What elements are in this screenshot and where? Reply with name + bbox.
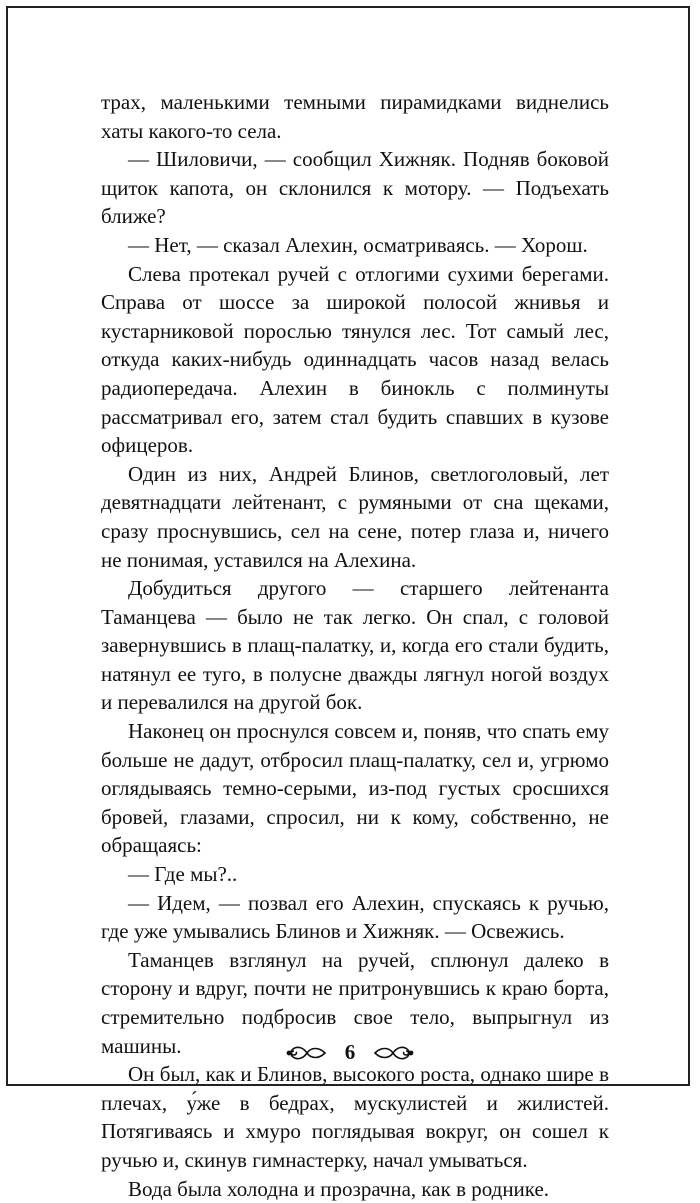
paragraph-12: Вода была холодна и прозрачна, как в роднике.	[128, 1176, 550, 1201]
paragraph-11: Он был, как и Блинов, высокого роста, однако шире в плечах, у́же в бедрах, мускулистей и жилистей. Потягиваясь и хмуро поглядывая вокруг, он сошел к ручью и, скинув гимнастерку, начал умываться.	[101, 1062, 609, 1172]
fleuron-ornament-icon	[371, 1043, 415, 1063]
page-footer	[0, 1040, 700, 1065]
paragraph-1: трах, маленькими темными пирамидками виднелись хаты какого-то села.	[101, 90, 609, 143]
paragraph-4: Слева протекал ручей с отлогими сухими берегами. Справа от шоссе за широкой полосой жнивья и кустарниковой порослью тянулся лес. Тот самый лес, откуда каких-нибудь одиннадцать часов назад велась радиопередача. Алехин в бинокль с полминуты рассматривал его, затем стал будить спавших в кузове офицеров.	[101, 261, 609, 458]
paragraph-6: Добудиться другого — старшего лейтенанта Таманцева — было не так легко. Он спал, с головой завернувшись в плащ-палатку, и, когда его стали будить, натянул ее туго, в полусне дважды лягнул ногой воздух и перевалился на другой бок.	[101, 576, 609, 715]
paragraph-3: — Нет, — сказал Алехин, осматриваясь. — Хорош.	[128, 232, 588, 257]
paragraph-10: Таманцев взглянул на ручей, сплюнул далеко в сторону и вдруг, почти не притронувшись к краю борта, стремительно подбросив свое тело, выпрыгнул из машины.	[101, 947, 609, 1058]
paragraph-5: Один из них, Андрей Блинов, светлоголовый, лет девятнадцати лейтенант, с румяными от сна щеками, сразу проснувшись, сел на сене, потер глаза и, ничего не понимая, уставился на Алехина.	[101, 461, 609, 572]
paragraph-2: — Шиловичи, — сообщил Хижняк. Подняв боковой щиток капота, он склонился к мотору. — Подъехать ближе?	[101, 147, 609, 229]
paragraph-7: Наконец он проснулся совсем и, поняв, что спать ему больше не дадут, отбросил плащ-палатку, сел и, угрюмо оглядываясь темно-серыми, из-под густых сросшихся бровей, глазами, спросил, ни к кому, собственно, не обращаясь:	[101, 719, 609, 858]
page-number: 6	[344, 1040, 356, 1064]
paragraph-9: — Идем, — позвал его Алехин, спускаясь к ручью, где уже умывались Блинов и Хижняк. — Освежись.	[101, 890, 609, 944]
paragraph-8: — Где мы?..	[128, 862, 238, 887]
fleuron-ornament-icon	[285, 1043, 329, 1063]
text-block	[101, 88, 609, 1203]
